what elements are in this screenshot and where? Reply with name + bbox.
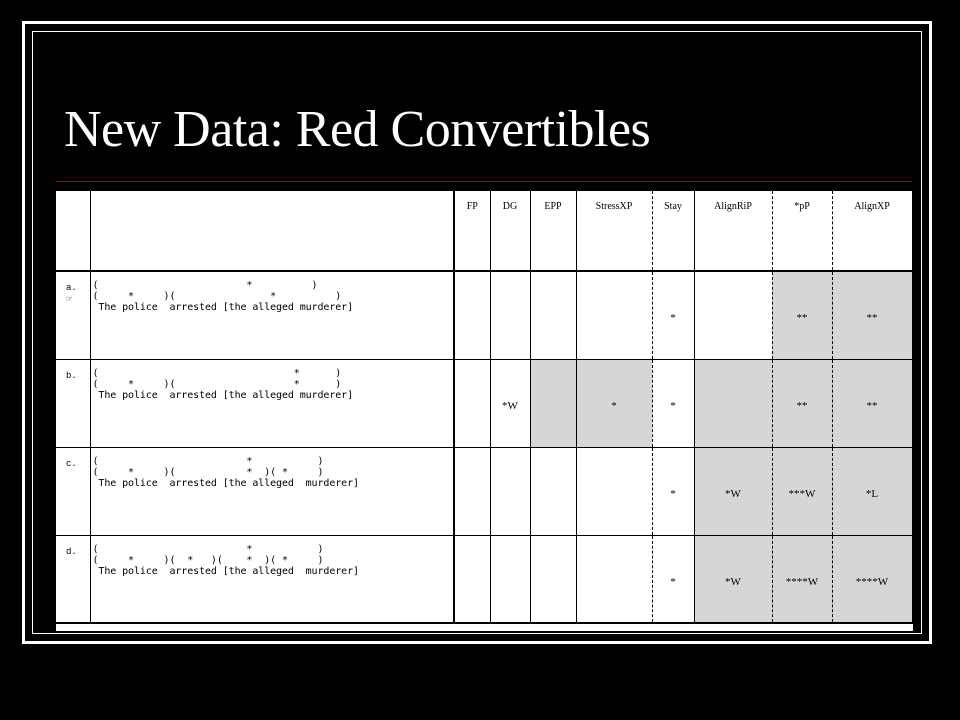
header-alignrip: AlignRiP [694, 191, 772, 271]
candidate-row [56, 359, 912, 447]
candidate-prosodic-structure: ( * ) ( * )( * )( * )( * ) The police arrested [the alleged murderer] [90, 535, 454, 623]
table-bottom-strip [56, 623, 912, 631]
header-fp: FP [454, 191, 490, 271]
candidate-row [56, 271, 912, 359]
violation-cell-alignrip [694, 359, 772, 447]
violation-cell-pp: ** [772, 271, 832, 359]
violation-cell-pp: ** [772, 359, 832, 447]
tableau-table [56, 191, 913, 631]
table-bottom-cell [832, 623, 912, 631]
table-bottom-cell [576, 623, 652, 631]
violation-cell-stay: * [652, 359, 694, 447]
candidate-prosodic-structure: ( * ) ( * )( * ) The police arrested [the alleged murderer] [90, 271, 454, 359]
candidate-label-cell [56, 535, 90, 623]
violation-cell-dg [490, 535, 530, 623]
candidate-row [56, 535, 912, 623]
candidate-label: a. [66, 283, 77, 293]
table-bottom-cell [90, 623, 454, 631]
table-bottom-cell [490, 623, 530, 631]
violation-cell-dg [490, 271, 530, 359]
violation-cell-dg [490, 447, 530, 535]
header-epp: EPP [530, 191, 576, 271]
candidate-prosodic-structure: ( * ) ( * )( * )( * ) The police arrested [the alleged murderer] [90, 447, 454, 535]
table-bottom-cell [530, 623, 576, 631]
violation-cell-alignxp: ** [832, 271, 912, 359]
header-candidate-cell [90, 191, 454, 271]
table-bottom-cell [772, 623, 832, 631]
header-dg: DG [490, 191, 530, 271]
violation-cell-epp [530, 535, 576, 623]
violation-cell-alignrip: *W [694, 535, 772, 623]
table-bottom-cell [454, 623, 490, 631]
violation-cell-pp: ***W [772, 447, 832, 535]
candidate-label: d. [66, 546, 77, 557]
violation-cell-stay: * [652, 271, 694, 359]
table-bottom-cell [694, 623, 772, 631]
violation-cell-stressxp [576, 271, 652, 359]
violation-cell-stressxp [576, 447, 652, 535]
table-bottom-cell [56, 623, 90, 631]
violation-cell-alignrip: *W [694, 447, 772, 535]
header-row [56, 191, 912, 271]
violation-cell-stressxp [576, 535, 652, 623]
violation-cell-epp [530, 271, 576, 359]
violation-cell-alignxp: ** [832, 359, 912, 447]
candidate-label-cell [56, 359, 90, 447]
candidate-label: b. [66, 370, 77, 381]
violation-cell-fp [454, 535, 490, 623]
header-alignxp: AlignXP [832, 191, 912, 271]
violation-cell-epp [530, 447, 576, 535]
violation-cell-alignxp: ****W [832, 535, 912, 623]
header-label-cell [56, 191, 90, 271]
violation-cell-fp [454, 271, 490, 359]
violation-cell-dg: *W [490, 359, 530, 447]
table-bottom-cell [652, 623, 694, 631]
violation-cell-stressxp: * [576, 359, 652, 447]
candidate-row [56, 447, 912, 535]
title-divider [56, 181, 912, 182]
violation-cell-fp [454, 447, 490, 535]
violation-cell-pp: ****W [772, 535, 832, 623]
violation-cell-stay: * [652, 447, 694, 535]
violation-cell-epp [530, 359, 576, 447]
candidate-label-cell [56, 271, 90, 359]
candidate-label: c. [66, 458, 77, 469]
header-stressxp: StressXP [576, 191, 652, 271]
violation-cell-alignxp: *L [832, 447, 912, 535]
violation-cell-fp [454, 359, 490, 447]
violation-cell-stay: * [652, 535, 694, 623]
header-stay: Stay [652, 191, 694, 271]
header-pp: *pP [772, 191, 832, 271]
violation-cell-alignrip [694, 271, 772, 359]
candidate-label-cell [56, 447, 90, 535]
candidate-prosodic-structure: ( * ) ( * )( * ) The police arrested [the alleged murderer] [90, 359, 454, 447]
pointing-hand-icon: ☞ [66, 295, 73, 306]
slide-title: New Data: Red Convertibles [64, 101, 651, 158]
